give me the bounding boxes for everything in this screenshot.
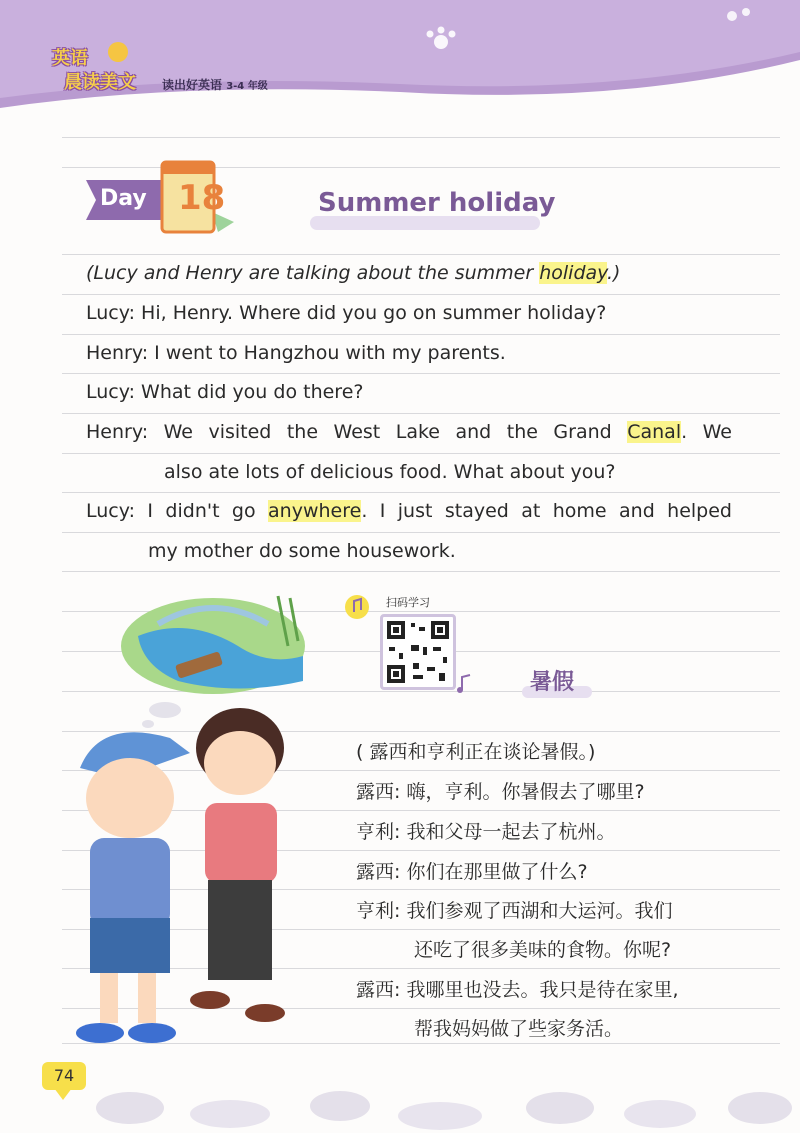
chinese-line: 帮我妈妈做了些家务活。 <box>414 1018 624 1040</box>
chinese-line: 露西: 我哪里也没去。我只是待在家里, <box>356 979 679 1001</box>
grade-text: 3-4 年级 <box>226 81 268 92</box>
highlighted-word: holiday <box>539 262 607 284</box>
series-title-line1: 英语 <box>52 48 88 69</box>
line-text: Lucy: What did you do there? <box>86 381 364 403</box>
qr-pattern <box>383 617 453 687</box>
line-text: Henry: I went to Hangzhou with my parents. <box>86 342 506 364</box>
chinese-line: ( 露西和亨利正在谈论暑假。) <box>356 741 596 763</box>
music-note-icon <box>344 594 370 620</box>
chinese-line: 亨利: 我和父母一起去了杭州。 <box>356 821 616 843</box>
line-text: my mother do some housework. <box>148 540 456 562</box>
line-text: . I just stayed at home and helped <box>361 500 732 522</box>
chinese-line: 还吃了很多美味的食物。你呢? <box>414 939 672 961</box>
series-title-line2: 晨读美文 <box>64 72 136 93</box>
line-text: Lucy: Hi, Henry. Where did you go on summer holiday? <box>86 302 607 324</box>
day-label: Day <box>100 186 147 211</box>
line-text: also ate lots of delicious food. What about you? <box>164 461 616 483</box>
line-text: . We <box>681 421 732 443</box>
english-line <box>86 381 363 403</box>
lesson-title-en: Summer holiday <box>318 188 556 218</box>
lesson-title-cn: 暑假 <box>530 670 575 695</box>
children-illustration <box>60 708 310 1058</box>
english-line <box>148 540 456 562</box>
page-number: 74 <box>42 1062 86 1090</box>
line-text: (Lucy and Henry are talking about the summer <box>86 262 540 284</box>
subtitle-text: 读出好英语 <box>162 78 223 92</box>
english-line <box>86 342 506 364</box>
english-line <box>86 500 732 522</box>
qr-code[interactable] <box>380 614 456 690</box>
footer-decoration <box>0 1068 800 1133</box>
line-text: Lucy: I didn't go <box>86 500 269 522</box>
page-number-pointer <box>54 1088 72 1102</box>
chinese-line: 露西: 你们在那里做了什么? <box>356 861 588 883</box>
english-line <box>164 461 615 483</box>
english-line <box>86 421 732 443</box>
english-line <box>86 262 620 284</box>
title-underline <box>310 216 540 230</box>
english-line <box>86 302 606 324</box>
highlighted-word: Canal <box>627 421 682 443</box>
chinese-line: 亨利: 我们参观了西湖和大运河。我们 <box>356 900 673 922</box>
line-text: Henry: We visited the West Lake and the Grand <box>86 421 628 443</box>
line-text: .) <box>606 262 621 284</box>
chinese-line: 露西: 嗨，亨利。你暑假去了哪里? <box>356 781 645 803</box>
day-number: 18 <box>178 178 226 218</box>
highlighted-word: anywhere <box>268 500 362 522</box>
music-note-small-icon <box>454 672 476 694</box>
west-lake-illustration <box>118 586 308 698</box>
qr-label: 扫码学习 <box>386 596 430 609</box>
